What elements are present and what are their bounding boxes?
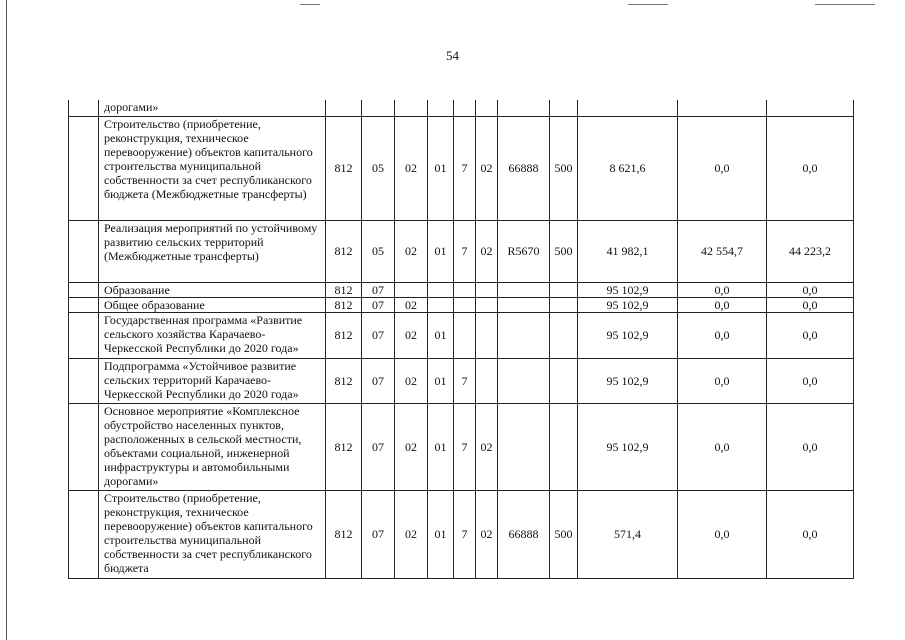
- scan-mark: [628, 4, 668, 5]
- row-number-cell: [69, 220, 99, 282]
- table-row: [69, 358, 854, 403]
- table-row: [69, 100, 854, 116]
- row-number-cell: [69, 116, 99, 220]
- expense-type-cell: [550, 312, 578, 358]
- subprogram-cell: [454, 100, 476, 116]
- year1-cell: 8 621,6: [578, 116, 678, 220]
- event-cell: [476, 297, 498, 312]
- table-row: [69, 490, 854, 578]
- direction-cell: [498, 312, 550, 358]
- budget-table-body: [69, 100, 854, 578]
- row-number-cell: [69, 358, 99, 403]
- page-number: 54: [446, 48, 459, 63]
- year2-cell: 0,0: [678, 282, 767, 297]
- direction-cell: 66888: [498, 116, 550, 220]
- ministry-cell: 812: [326, 490, 362, 578]
- budget-table: [68, 100, 854, 579]
- row-name-cell: дорогами»: [99, 100, 326, 116]
- section-cell: 07: [362, 312, 395, 358]
- year2-cell: 0,0: [678, 490, 767, 578]
- row-number-cell: [69, 490, 99, 578]
- expense-type-cell: [550, 358, 578, 403]
- row-name-cell: Государственная программа «Развитие сельского хозяйства Карачаево-Черкесской Республики до 2020 года»: [99, 312, 326, 358]
- subprogram-cell: 7: [454, 358, 476, 403]
- expense-type-cell: [550, 282, 578, 297]
- year2-cell: [678, 100, 767, 116]
- year3-cell: 0,0: [767, 116, 854, 220]
- direction-cell: R5670: [498, 220, 550, 282]
- event-cell: [476, 282, 498, 297]
- subprogram-cell: [454, 312, 476, 358]
- expense-type-cell: 500: [550, 490, 578, 578]
- table-row: [69, 282, 854, 297]
- direction-cell: [498, 100, 550, 116]
- table-row: [69, 312, 854, 358]
- expense-type-cell: 500: [550, 116, 578, 220]
- subsection-cell: [395, 282, 428, 297]
- subprogram-cell: [454, 282, 476, 297]
- table-row: [69, 116, 854, 220]
- year2-cell: 0,0: [678, 358, 767, 403]
- year1-cell: [578, 100, 678, 116]
- row-name-cell: Подпрограмма «Устойчивое развитие сельских территорий Карачаево-Черкесской Республики до 2020 года»: [99, 358, 326, 403]
- table-row: [69, 297, 854, 312]
- section-cell: 05: [362, 220, 395, 282]
- row-name-cell: Общее образование: [99, 297, 326, 312]
- year3-cell: 0,0: [767, 297, 854, 312]
- ministry-cell: 812: [326, 312, 362, 358]
- subprogram-cell: 7: [454, 403, 476, 490]
- program-cell: 01: [428, 358, 454, 403]
- year3-cell: 0,0: [767, 358, 854, 403]
- expense-type-cell: [550, 297, 578, 312]
- program-cell: 01: [428, 312, 454, 358]
- section-cell: 07: [362, 297, 395, 312]
- subprogram-cell: [454, 297, 476, 312]
- year2-cell: 0,0: [678, 116, 767, 220]
- row-name-cell: Реализация мероприятий по устойчивому развитию сельских территорий (Межбюджетные трансферты): [99, 220, 326, 282]
- event-cell: [476, 100, 498, 116]
- subprogram-cell: 7: [454, 220, 476, 282]
- program-cell: [428, 297, 454, 312]
- year2-cell: 0,0: [678, 297, 767, 312]
- year3-cell: 0,0: [767, 490, 854, 578]
- year1-cell: 95 102,9: [578, 297, 678, 312]
- expense-type-cell: 500: [550, 220, 578, 282]
- scan-mark: [300, 4, 320, 5]
- year3-cell: 0,0: [767, 403, 854, 490]
- expense-type-cell: [550, 100, 578, 116]
- year1-cell: 571,4: [578, 490, 678, 578]
- year1-cell: 95 102,9: [578, 358, 678, 403]
- direction-cell: 66888: [498, 490, 550, 578]
- program-cell: 01: [428, 403, 454, 490]
- year2-cell: 0,0: [678, 312, 767, 358]
- section-cell: [362, 100, 395, 116]
- event-cell: [476, 358, 498, 403]
- year3-cell: 0,0: [767, 312, 854, 358]
- ministry-cell: 812: [326, 403, 362, 490]
- ministry-cell: 812: [326, 116, 362, 220]
- year1-cell: 95 102,9: [578, 403, 678, 490]
- direction-cell: [498, 403, 550, 490]
- ministry-cell: 812: [326, 358, 362, 403]
- year3-cell: 0,0: [767, 282, 854, 297]
- row-name-cell: Основное мероприятие «Комплексное обустройство населенных пунктов, расположенных в сельской местности, объектами социальной, инженерной инфраструктуры и автомобильными дорогами»: [99, 403, 326, 490]
- year1-cell: 95 102,9: [578, 312, 678, 358]
- event-cell: 02: [476, 220, 498, 282]
- table-row: [69, 220, 854, 282]
- year2-cell: 42 554,7: [678, 220, 767, 282]
- direction-cell: [498, 358, 550, 403]
- row-number-cell: [69, 403, 99, 490]
- direction-cell: [498, 297, 550, 312]
- subsection-cell: 02: [395, 490, 428, 578]
- program-cell: [428, 282, 454, 297]
- ministry-cell: 812: [326, 297, 362, 312]
- event-cell: 02: [476, 403, 498, 490]
- year3-cell: [767, 100, 854, 116]
- direction-cell: [498, 282, 550, 297]
- subsection-cell: 02: [395, 220, 428, 282]
- scan-edge: [6, 0, 7, 640]
- section-cell: 07: [362, 403, 395, 490]
- row-name-cell: Строительство (приобретение, реконструкция, техническое перевооружение) объектов капитального строительства муниципальной собственности за счет республиканского бюджета: [99, 490, 326, 578]
- event-cell: [476, 312, 498, 358]
- subprogram-cell: 7: [454, 490, 476, 578]
- expense-type-cell: [550, 403, 578, 490]
- subsection-cell: 02: [395, 297, 428, 312]
- subsection-cell: 02: [395, 312, 428, 358]
- row-number-cell: [69, 312, 99, 358]
- event-cell: 02: [476, 116, 498, 220]
- event-cell: 02: [476, 490, 498, 578]
- row-number-cell: [69, 297, 99, 312]
- section-cell: 05: [362, 116, 395, 220]
- year2-cell: 0,0: [678, 403, 767, 490]
- year1-cell: 95 102,9: [578, 282, 678, 297]
- subprogram-cell: 7: [454, 116, 476, 220]
- subsection-cell: [395, 100, 428, 116]
- row-number-cell: [69, 100, 99, 116]
- program-cell: 01: [428, 116, 454, 220]
- row-number-cell: [69, 282, 99, 297]
- subsection-cell: 02: [395, 358, 428, 403]
- row-name-cell: Образование: [99, 282, 326, 297]
- subsection-cell: 02: [395, 403, 428, 490]
- subsection-cell: 02: [395, 116, 428, 220]
- year3-cell: 44 223,2: [767, 220, 854, 282]
- row-name-cell: Строительство (приобретение, реконструкция, техническое перевооружение) объектов капитального строительства муниципальной собственности за счет республиканского бюджета (Межбюджетные трансферты): [99, 116, 326, 220]
- year1-cell: 41 982,1: [578, 220, 678, 282]
- ministry-cell: 812: [326, 220, 362, 282]
- table-row: [69, 403, 854, 490]
- ministry-cell: [326, 100, 362, 116]
- section-cell: 07: [362, 490, 395, 578]
- scan-mark: [815, 4, 875, 5]
- program-cell: 01: [428, 220, 454, 282]
- program-cell: [428, 100, 454, 116]
- section-cell: 07: [362, 282, 395, 297]
- program-cell: 01: [428, 490, 454, 578]
- section-cell: 07: [362, 358, 395, 403]
- ministry-cell: 812: [326, 282, 362, 297]
